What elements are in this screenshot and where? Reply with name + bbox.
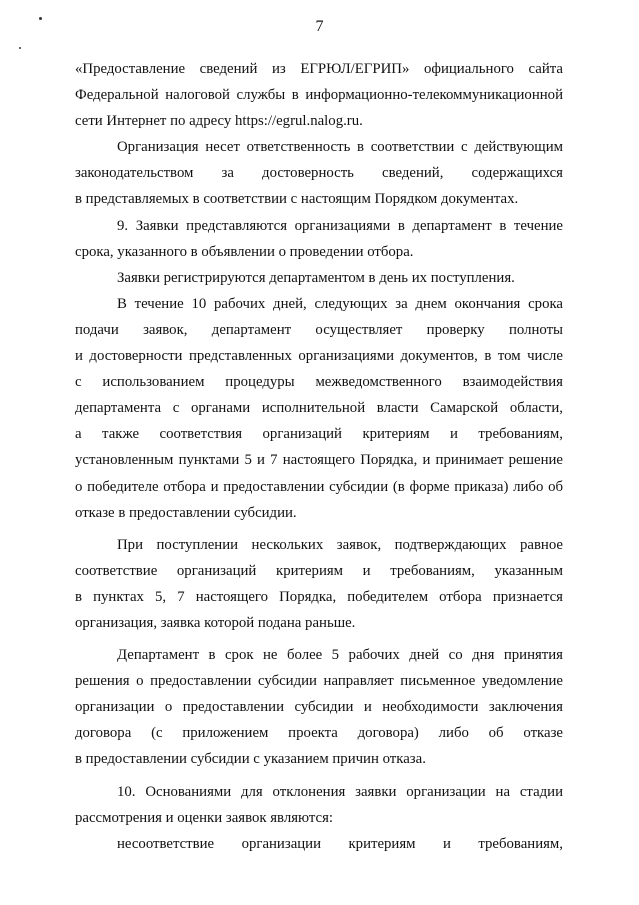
text-line: и достоверности представленных организациями документов, в том числе xyxy=(75,348,563,365)
text-line: соответствие организаций критериям и требованиям, указанным xyxy=(75,562,563,579)
text-line: в пунктах 5, 7 настоящего Порядка, победителем отбора признается xyxy=(75,588,563,605)
text-line: установленным пунктами 5 и 7 настоящего Порядка, и принимает решение xyxy=(75,452,563,469)
text-line: отказе в предоставлении субсидии. xyxy=(75,504,297,521)
text-line: Заявки регистрируются департаментом в день их поступления. xyxy=(117,269,515,286)
text-line: Федеральной налоговой службы в информационно-телекоммуникационной xyxy=(75,87,563,104)
document-body xyxy=(75,56,563,857)
text-line: подачи заявок, департамент осуществляет проверку полноты xyxy=(75,321,563,338)
text-line: департамента с органами исполнительной власти Самарской области, xyxy=(75,400,563,417)
text-line: организация, заявка которой подана раньше. xyxy=(75,614,356,631)
text-line: организации о предоставлении субсидии и необходимости заключения xyxy=(75,699,563,716)
page-number: 7 xyxy=(315,18,324,35)
text-line: а также соответствия организаций критериям и требованиям, xyxy=(75,426,563,443)
text-line: сети Интернет по адресу https://egrul.nalog.ru. xyxy=(75,113,363,130)
text-line: В течение 10 рабочих дней, следующих за днем окончания срока xyxy=(117,295,563,312)
text-line: законодательством за достоверность сведений, содержащихся xyxy=(75,165,563,182)
text-line: Департамент в срок не более 5 рабочих дней со дня принятия xyxy=(117,647,563,664)
text-line: с использованием процедуры межведомственного взаимодействия xyxy=(75,374,563,391)
text-line: несоответствие организации критериям и требованиям, xyxy=(117,835,563,852)
scan-speck xyxy=(19,47,21,49)
text-line: договора (с приложением проекта договора) либо об отказе xyxy=(75,725,563,742)
text-line: 9. Заявки представляются организациями в департамент в течение xyxy=(117,217,563,234)
text-line: в предоставлении субсидии с указанием причин отказа. xyxy=(75,751,426,768)
text-line: «Предоставление сведений из ЕГРЮЛ/ЕГРИП» официального сайта xyxy=(75,61,563,77)
text-line: Организация несет ответственность в соответствии с действующим xyxy=(117,139,563,156)
text-line: 10. Основаниями для отклонения заявки организации на стадии xyxy=(117,783,563,800)
text-line: решения о предоставлении субсидии направляет письменное уведомление xyxy=(75,673,563,690)
text-line: При поступлении нескольких заявок, подтверждающих равное xyxy=(117,536,563,553)
text-line: срока, указанного в объявлении о проведении отбора. xyxy=(75,243,414,260)
text-line: в представляемых в соответствии с настоящим Порядком документах. xyxy=(75,191,519,208)
text-line: о победителе отбора и предоставлении субсидии (в форме приказа) либо об xyxy=(75,478,563,495)
text-line: рассмотрения и оценки заявок являются: xyxy=(75,809,334,826)
